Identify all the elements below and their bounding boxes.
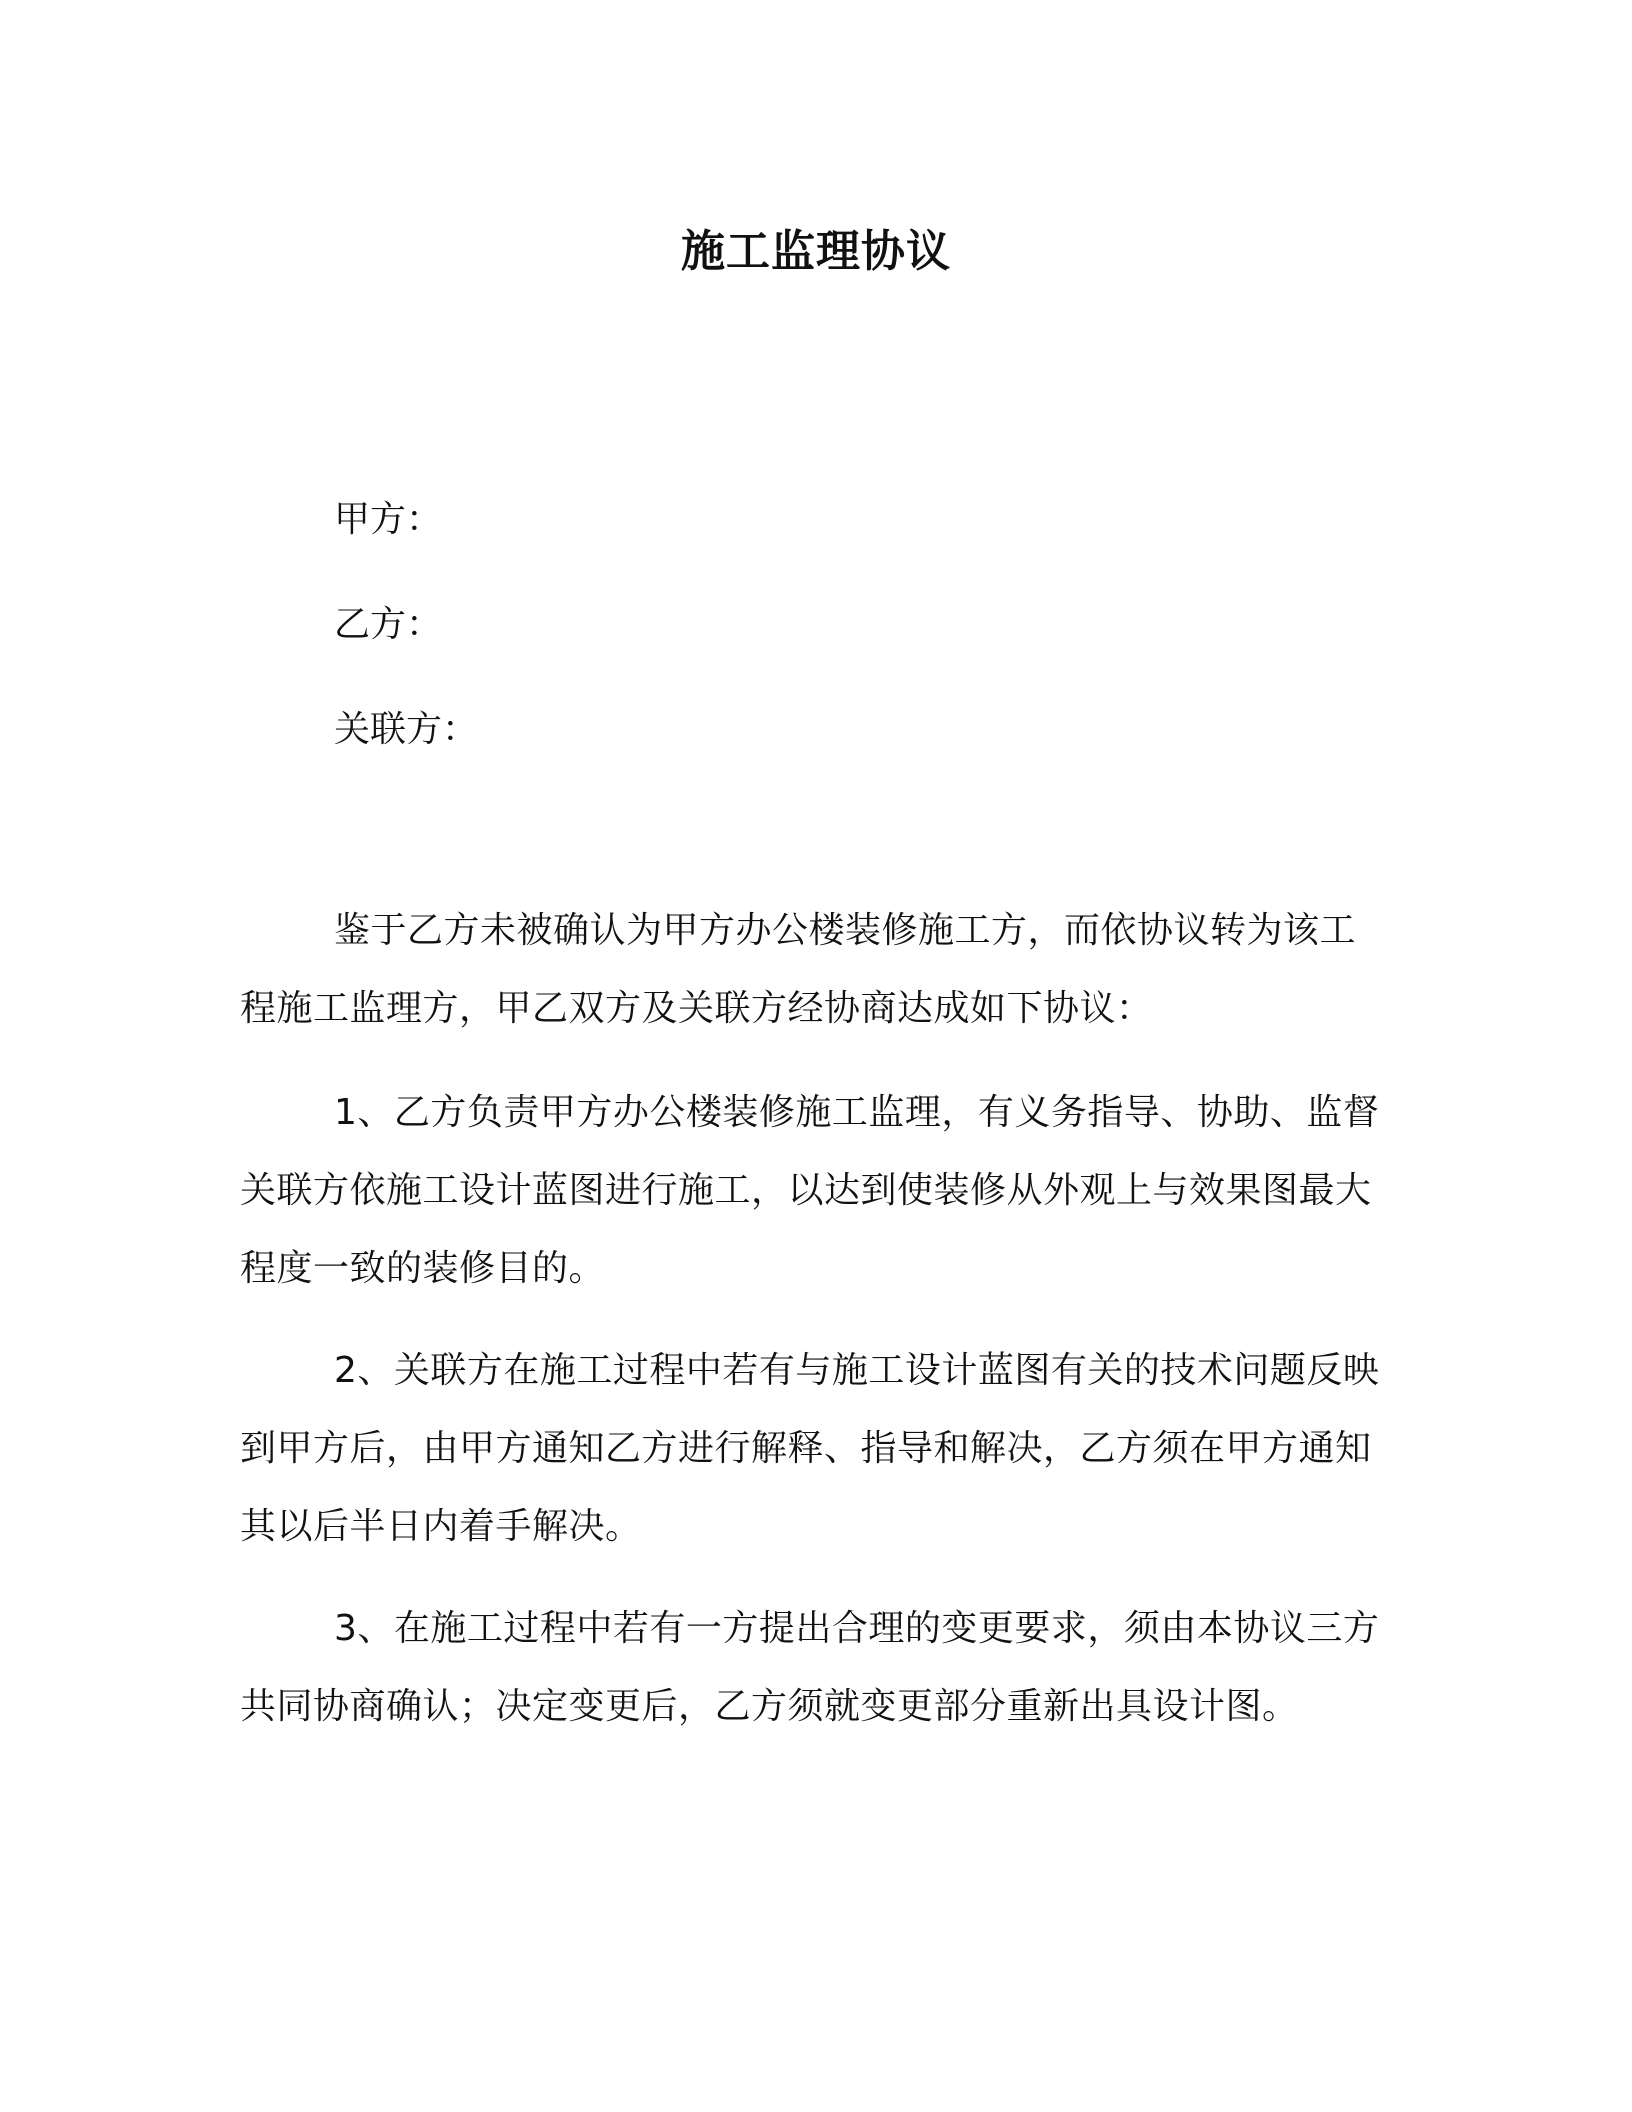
clause-3-paragraph: 3、在施工过程中若有一方提出合理的变更要求，须由本协议三方共同协商确认；决定变更后，乙方须就变更部分重新出具设计图。	[240, 1608, 1380, 1727]
intro-paragraph: 鉴于乙方未被确认为甲方办公楼装修施工方，而依协议转为该工程施工监理方，甲乙双方及关联方经协商达成如下协议：	[240, 910, 1357, 1029]
document-title: 施工监理协议	[681, 226, 951, 277]
clause-2-paragraph: 2、关联方在施工过程中若有与施工设计蓝图有关的技术问题反映到甲方后，由甲方通知乙方进行解释、指导和解决，乙方须在甲方通知其以后半日内着手解决。	[240, 1350, 1380, 1547]
party-a-label: 甲方：	[334, 499, 443, 540]
clause-1-paragraph: 1、乙方负责甲方办公楼装修施工监理，有义务指导、协助、监督关联方依施工设计蓝图进行施工，以达到使装修从外观上与效果图最大程度一致的装修目的。	[240, 1092, 1380, 1289]
related-party-label: 关联方：	[334, 709, 479, 750]
party-b-label: 乙方：	[334, 604, 443, 645]
